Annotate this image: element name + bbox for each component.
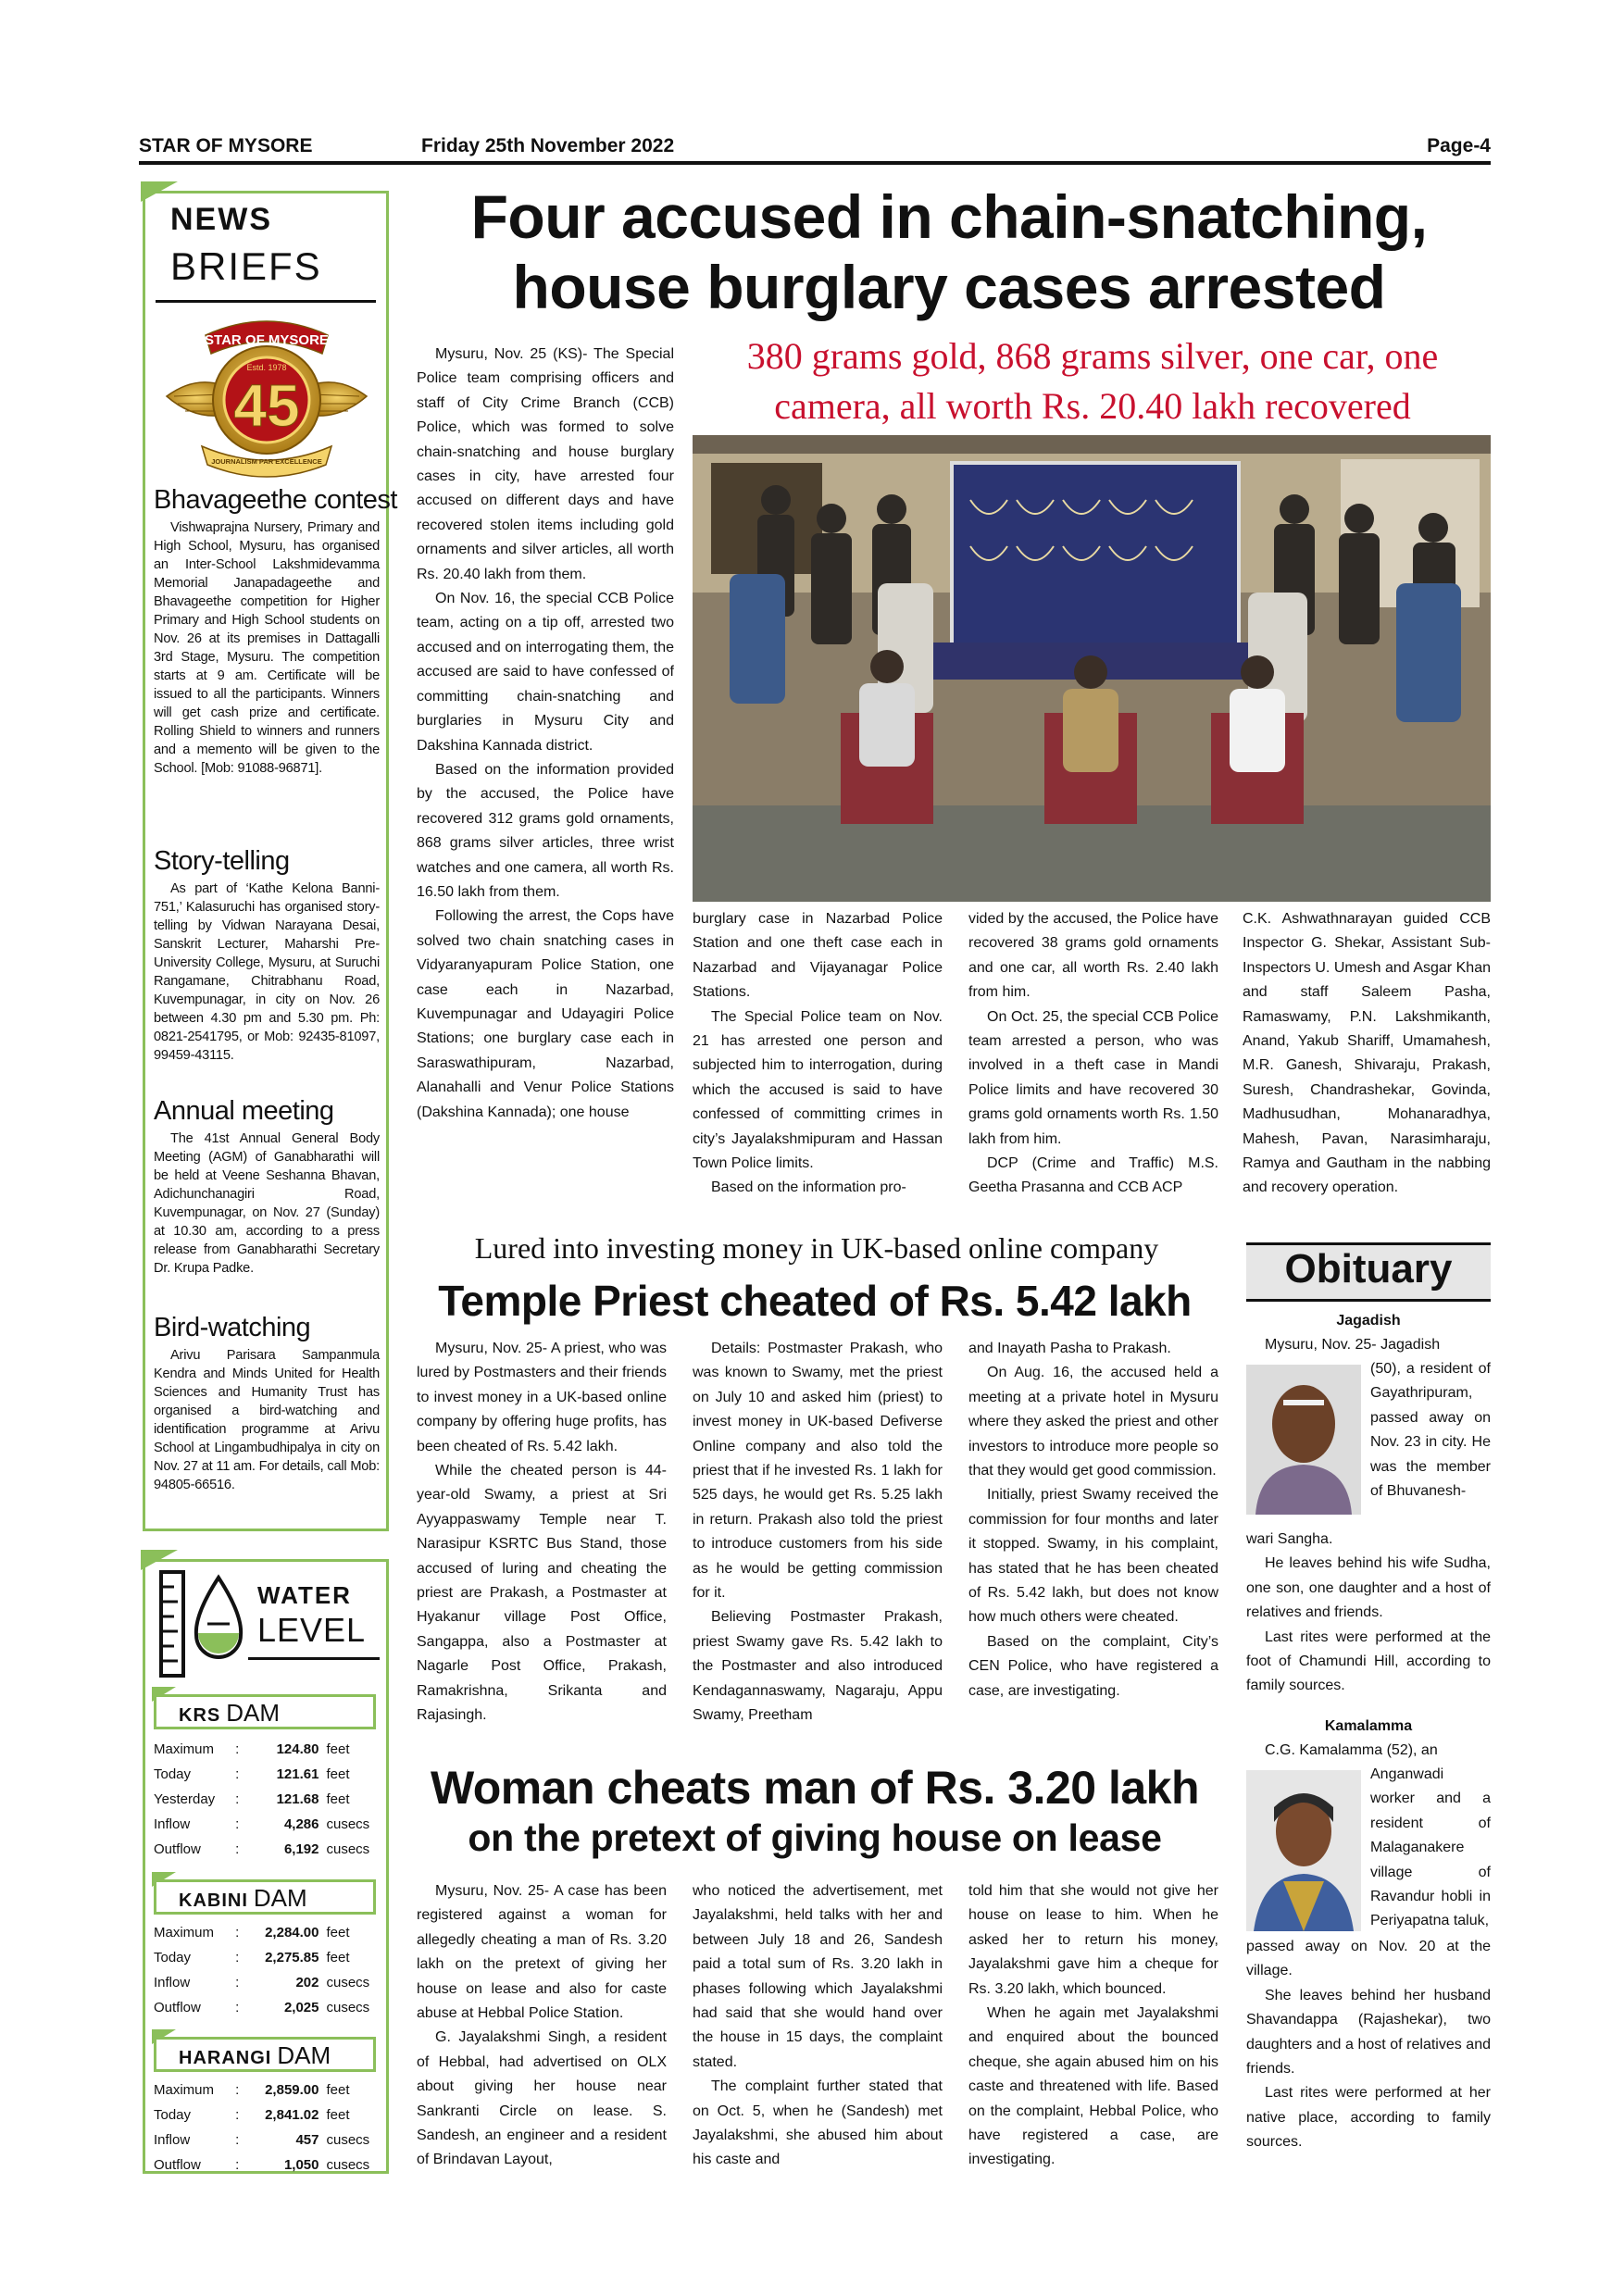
row-unit: feet <box>326 2107 350 2123</box>
dam-heading-harangi <box>154 2037 376 2072</box>
paragraph: wari Sangha. <box>1246 1531 1333 1547</box>
row-label: Outflow <box>154 2000 201 2015</box>
story1-column-4 <box>1243 907 1491 1201</box>
police-team-recovered-items-photo <box>693 435 1491 902</box>
dam-name: HARANGI <box>179 2048 272 2068</box>
dam-name: KRS <box>179 1705 221 1726</box>
row-unit: feet <box>326 1741 350 1757</box>
paragraph: On Nov. 16, the special CCB Police team, acting on a tip off, arrested two accused and on interrogating them, the accused are said to have confessed of committing chain-snatching and burglaries in Mysuru City and Dakshina Kannada district. <box>417 591 674 754</box>
brief-text-bird-watching: Arivu Parisara Sampanmula Kendra and Minds United for Health Sciences and Humanity Trust has organised a bird-watching and identification programme at Arivu School at Lingambudhipalya in city on Nov. 27 at 11 am. For details, call Mob: 94805-66516. <box>154 1348 380 1492</box>
paragraph: While the cheated person is 44-year-old Swamy, a priest at Sri Ayyappaswamy Temple near T. Narasipur KSRTC Bus Stand, those accused of luring and cheating the priest are Prakash, a Postmaster at Hyakanur village Post Office, Sangappa, also a Postmaster at Nagarle Post Office, Prakash, Ramakrishna, Srikanta and Rajasingh. <box>417 1463 667 1724</box>
news-briefs-label-news: NEWS <box>170 202 272 237</box>
logo-number: 45 <box>233 372 300 439</box>
row-value: 2,025 <box>283 2000 319 2015</box>
paragraph: Mysuru, Nov. 25- A priest, who was lured by Postmasters and their friends to invest money in a UK-based online company by offering huge profits, has been cheated of Rs. 5.42 lakh. <box>417 1341 667 1454</box>
obituary-photo-jagadish <box>1246 1365 1361 1515</box>
table-row: Outflow : 6,192 cusecs <box>154 1837 383 1862</box>
obituary-title: Obituary <box>1284 1246 1453 1292</box>
paragraph: The Special Police team on Nov. 21 has arrested one person and subjected him to interrogation, during which the accused is said to have confessed of committing crimes in city’s Jayalakshmipuram and Hassan Town Police limits. <box>693 1008 943 1172</box>
obituary-rest-jagadish <box>1246 1528 1491 1699</box>
story3-column-3 <box>968 1879 1218 2173</box>
masthead-name: STAR OF MYSORE <box>139 135 313 156</box>
row-unit: feet <box>326 1950 350 1965</box>
table-row: Maximum : 124.80 feet <box>154 1737 383 1762</box>
row-label: Maximum <box>154 1741 215 1757</box>
row-value: 121.61 <box>276 1766 319 1782</box>
obituary-entry-kamalamma <box>1246 1739 1491 1763</box>
row-label: Today <box>154 2107 192 2123</box>
row-value: 2,841.02 <box>265 2107 319 2123</box>
table-row: Maximum : 2,859.00 feet <box>154 2078 383 2103</box>
table-row: Outflow : 2,025 cusecs <box>154 1995 383 2020</box>
row-label: Maximum <box>154 1925 215 1940</box>
page-number: Page-4 <box>1427 135 1491 156</box>
obituary-name-jagadish: Jagadish <box>1336 1313 1401 1329</box>
water-level-label-level: LEVEL <box>257 1611 367 1649</box>
paragraph: Believing Postmaster Prakash, priest Swamy gave Rs. 5.42 lakh to the Postmaster and also introduced Kendagannaswamy, Nagaraju, Appu Swamy, Preetham <box>693 1609 943 1724</box>
paragraph: vided by the accused, the Police have recovered 38 grams gold ornaments and one car, all worth Rs. 2.40 lakh from him. <box>968 911 1218 1001</box>
obituary-entry-jagadish <box>1246 1333 1491 1357</box>
paragraph: The complaint further stated that on Oct. 5, when he (Sandesh) met Jayalakshmi, she abused him about his caste and <box>693 2078 943 2168</box>
row-unit: cusecs <box>326 2132 370 2148</box>
row-label: Today <box>154 1766 192 1782</box>
paragraph: She leaves behind her husband Shavandappa (Rajashekar), two daughters and a host of relatives and friends. <box>1246 1987 1491 2078</box>
brief-text-storytelling: As part of ‘Kathe Kelona Banni-751,’ Kalasuruchi has organised story-telling by Vidwan Narayana Desai, Sanskrit Lecturer, Maharshi Pre-University College, Mysuru, at Suruchi Rangamane, Chitrabhanu Road, Kuvempunagar, in city on Nov. 26 between 4.30 pm and 5.30 pm. Ph: 0821-2541795, or Mob: 92435-81097, 99459-43115. <box>154 881 380 1063</box>
paragraph: C.K. Ashwathnarayan guided CCB Inspector G. Shekar, Assistant Sub-Inspectors U. Umesh and Asgar Khan and staff Saleem Pasha, Ramaswamy, P.N. Lakshmikanth, Anand, Yakub Shariff, Umamahesh, M.R. Ganesh, Shivaraju, Prakash, Suresh, Chandrashekar, Govinda, Madhusudhan, Mohanaradhya, Mahesh, Pavan, Narasimharaju, Ramya and Gautham in the nabbing and recovery operation. <box>1243 911 1491 1196</box>
row-label: Maximum <box>154 2082 215 2098</box>
paragraph: passed away on Nov. 20 at the village. <box>1246 1939 1491 1979</box>
paragraph: Mysuru, Nov. 25- Jagadish <box>1265 1337 1441 1353</box>
story1-subhead: 380 grams gold, 868 grams silver, one car, one camera, all worth Rs. 20.40 lakh recovered <box>746 335 1439 427</box>
paragraph: When he again met Jayalakshmi and enquired about the bounced cheque, she again abused him on his caste and threatened with life. Based on the complaint, Hebbal Police, who have registered a case, are investigating. <box>968 2005 1218 2168</box>
paragraph: Based on the information provided by the accused, the Police have recovered 312 grams gold ornaments, 868 grams silver articles, three wrist watches and one camera, all worth Rs. 16.50 lakh from them. <box>417 761 674 900</box>
table-row: Today : 121.61 feet <box>154 1762 383 1787</box>
water-drop-gauge-icon <box>156 1566 257 1681</box>
story3-subhead: on the pretext of giving house on lease <box>468 1816 1162 1859</box>
table-row: Yesterday : 121.68 feet <box>154 1787 383 1812</box>
obituary-rest-kamalamma <box>1246 1935 1491 2155</box>
obituary-wrap-kamalamma: Anganwadi worker and a resident of Malaganakere village of Ravandur hobli in Periyapatna taluk, <box>1370 1766 1491 1929</box>
row-unit: feet <box>326 2082 350 2098</box>
news-briefs-rule <box>156 300 376 303</box>
table-row: Today : 2,275.85 feet <box>154 1945 383 1970</box>
story1-column-1 <box>417 343 674 1125</box>
paragraph: burglary case in Nazarbad Police Station and one theft case each in Nazarbad and Vijayanagar Police Stations. <box>693 911 943 1001</box>
row-unit: cusecs <box>326 2000 370 2015</box>
row-label: Outflow <box>154 1841 201 1857</box>
story3-column-1 <box>417 1879 667 2173</box>
water-level-label-water: WATER <box>257 1581 352 1609</box>
row-unit: cusecs <box>326 2157 370 2173</box>
logo-top-text: STAR OF MYSORE <box>205 332 329 348</box>
dam-heading-krs <box>154 1694 376 1729</box>
paragraph: Mysuru, Nov. 25- A case has been registered against a woman for allegedly cheating a man of Rs. 3.20 lakh on the pretext of giving her house on lease and also for caste abuse at Hebbal Police Station. <box>417 1883 667 2022</box>
dam-suffix: DAM <box>226 1699 281 1727</box>
story1-column-3 <box>968 907 1218 1201</box>
paragraph: and Inayath Pasha to Prakash. <box>968 1341 1171 1356</box>
dam-heading-kabini <box>154 1879 376 1915</box>
table-row: Inflow : 4,286 cusecs <box>154 1812 383 1837</box>
table-row: Today : 2,841.02 feet <box>154 2103 383 2128</box>
paragraph: Following the arrest, the Cops have solved two chain snatching cases in Vidyaranyapuram Police Station, one case each in Nazarbad, Kuvempunagar and Udayagiri Police Stations; one burglary case each in Saraswathipuram, Nazarbad, Alanahalli and Venur Police Stations (Dakshina Kannada); one house <box>417 908 674 1120</box>
row-unit: cusecs <box>326 1975 370 1990</box>
paragraph: DCP (Crime and Traffic) M.S. Geetha Prasanna and CCB ACP <box>968 1155 1218 1196</box>
story2-kicker: Lured into investing money in UK-based online company <box>474 1231 1159 1265</box>
row-label: Inflow <box>154 1816 191 1832</box>
story1-headline: Four accused in chain-snatching, house burglary cases arrested <box>470 182 1428 321</box>
obituary-wrap-jagadish: (50), a resident of Gayathripuram, passed away on Nov. 23 in city. He was the member of Bhuvanesh- <box>1370 1361 1491 1500</box>
issue-date: Friday 25th November 2022 <box>421 135 675 156</box>
story2-column-1 <box>417 1337 667 1728</box>
row-value: 2,275.85 <box>265 1950 319 1965</box>
row-label: Yesterday <box>154 1791 216 1807</box>
row-value: 6,192 <box>283 1841 319 1857</box>
row-value: 2,859.00 <box>265 2082 319 2098</box>
table-row: Inflow : 202 cusecs <box>154 1970 383 1995</box>
table-row: Maximum : 2,284.00 feet <box>154 1920 383 1945</box>
paragraph: G. Jayalakshmi Singh, a resident of Hebbal, had advertised on OLX about giving her house near Sankranti Circle on lease. S. Sandesh, an engineer and a resident of Brindavan Layout, <box>417 2029 667 2168</box>
paragraph: Last rites were performed at the foot of Chamundi Hill, according to family sources. <box>1246 1628 1491 1694</box>
row-value: 2,284.00 <box>265 1925 319 1940</box>
row-unit: feet <box>326 1766 350 1782</box>
row-unit: cusecs <box>326 1841 370 1857</box>
dam-table-harangi <box>154 2078 383 2177</box>
paragraph: told him that she would not give her house on lease to him. When he asked her to return his money, Jayalakshmi gave him a cheque for Rs. 3.20 lakh, which bounced. <box>968 1883 1218 1997</box>
paragraph: On Oct. 25, the special CCB Police team arrested a person, who was involved in a theft case in Mandi Police limits and have recovered 30 grams gold ornaments worth Rs. 1.50 lakh from him. <box>968 1008 1218 1147</box>
row-label: Today <box>154 1950 192 1965</box>
story1-column-2 <box>693 907 943 1201</box>
logo-ribbon: JOURNALISM PAR EXCELLENCE <box>211 457 322 466</box>
water-level-rule <box>248 1657 380 1660</box>
news-briefs-label-briefs: BRIEFS <box>170 244 322 288</box>
paragraph: Based on the information pro- <box>711 1179 906 1196</box>
paragraph: C.G. Kamalamma (52), an <box>1265 1742 1438 1758</box>
paragraph: Mysuru, Nov. 25 (KS)- The Special Police team comprising officers and staff of City Crime Branch (CCB) Police, which was formed to solve chain-snatching and house burglary cases in city, have arrested four accused on different days and have recovered stolen items including gold ornaments and silver articles, all worth Rs. 20.40 lakh from them. <box>417 346 674 582</box>
paragraph: He leaves behind his wife Sudha, one son, one daughter and a host of relatives and friends. <box>1246 1555 1491 1621</box>
brief-heading-storytelling: Story-telling <box>154 846 290 876</box>
obituary-photo-kamalamma <box>1246 1770 1361 1931</box>
row-label: Inflow <box>154 2132 191 2148</box>
dam-table-kabini <box>154 1920 383 2020</box>
anniversary-logo <box>157 311 376 478</box>
table-row: Outflow : 1,050 cusecs <box>154 2152 383 2177</box>
corner-flag-icon <box>141 181 178 202</box>
paragraph: Initially, priest Swamy received the commission for four months and later it stopped. Swamy, in his complaint, has stated that he has been cheated of Rs. 5.42 lakh, but does not know how much others were cheated. <box>968 1487 1218 1626</box>
dam-suffix: DAM <box>253 1884 307 1912</box>
logo-estd: Estd. 1978 <box>246 363 287 372</box>
brief-heading-bhavageethe: Bhavageethe contest <box>154 485 397 515</box>
row-label: Outflow <box>154 2157 201 2173</box>
brief-heading-bird-watching: Bird-watching <box>154 1313 311 1342</box>
obituary-name-kamalamma: Kamalamma <box>1324 1718 1413 1734</box>
row-value: 4,286 <box>283 1816 319 1832</box>
row-unit: feet <box>326 1925 350 1940</box>
dam-name: KABINI <box>179 1890 248 1911</box>
row-value: 124.80 <box>276 1741 319 1757</box>
row-label: Inflow <box>154 1975 191 1990</box>
story3-headline: Woman cheats man of Rs. 3.20 lakh <box>430 1762 1200 1814</box>
paragraph: On Aug. 16, the accused held a meeting at a private hotel in Mysuru where they asked the priest and other investors to introduce more people so that they would get good commission. <box>968 1365 1218 1479</box>
paragraph: Details: Postmaster Prakash, who was known to Swamy, met the priest on July 10 and asked him (priest) to invest money in UK-based Defiverse Online company and also told the priest that if he invested Rs. 1 lakh for 525 days, he would get Rs. 5.25 lakh in return. Prakash also told the priest to introduce customers from his side as he would be getting commission for it. <box>693 1341 943 1602</box>
dam-table-krs <box>154 1737 383 1862</box>
row-unit: cusecs <box>326 1816 370 1832</box>
row-value: 121.68 <box>276 1791 319 1807</box>
dam-suffix: DAM <box>277 2041 331 2069</box>
brief-heading-annual-meeting: Annual meeting <box>154 1096 334 1126</box>
story2-headline: Temple Priest cheated of Rs. 5.42 lakh <box>438 1277 1192 1325</box>
paragraph: who noticed the advertisement, met Jayalakshmi, held talks with her and between July 18 and 26, Sandesh paid a total sum of Rs. 3.20 lakh in phases following which Jayalakshmi had said that she would hand over the house in 15 days, the complaint stated. <box>693 1883 943 2070</box>
story2-column-3 <box>968 1337 1218 1703</box>
row-value: 457 <box>295 2132 319 2148</box>
row-unit: feet <box>326 1791 350 1807</box>
story3-column-2 <box>693 1879 943 2173</box>
paragraph: Based on the complaint, City’s CEN Police, who have registered a case, are investigating. <box>968 1633 1218 1699</box>
header-rule <box>139 161 1491 165</box>
brief-text-bhavageethe: Vishwaprajna Nursery, Primary and High School, Mysuru, has organised an Inter-School Lakshmidevamma Memorial Janapadageethe and Bhavageethe competition for Higher Primary and High School students on Nov. 26 at its premises in Dattagalli 3rd Stage, Mysuru. The competition starts at 9 am. Certificate will be issued to all the participants. Winners will get cash prize and certificate. Rolling Shield to winners and runners and a memento will be given to the School. [Mob: 91088-96871]. <box>154 520 380 776</box>
brief-text-annual-meeting: The 41st Annual General Body Meeting (AGM) of Ganabharathi will be held at Veene Seshanna Bhavan, Adichunchanagiri Road, Kuvempunagar, on Nov. 27 (Sunday) at 10.30 am, according to a press release from Ganabharathi Secretary Dr. Krupa Padke. <box>154 1131 380 1276</box>
paragraph: Last rites were performed at her native place, according to family sources. <box>1246 2085 1491 2151</box>
row-value: 202 <box>295 1975 319 1990</box>
table-row: Inflow : 457 cusecs <box>154 2128 383 2152</box>
row-value: 1,050 <box>283 2157 319 2173</box>
story2-column-2 <box>693 1337 943 1728</box>
